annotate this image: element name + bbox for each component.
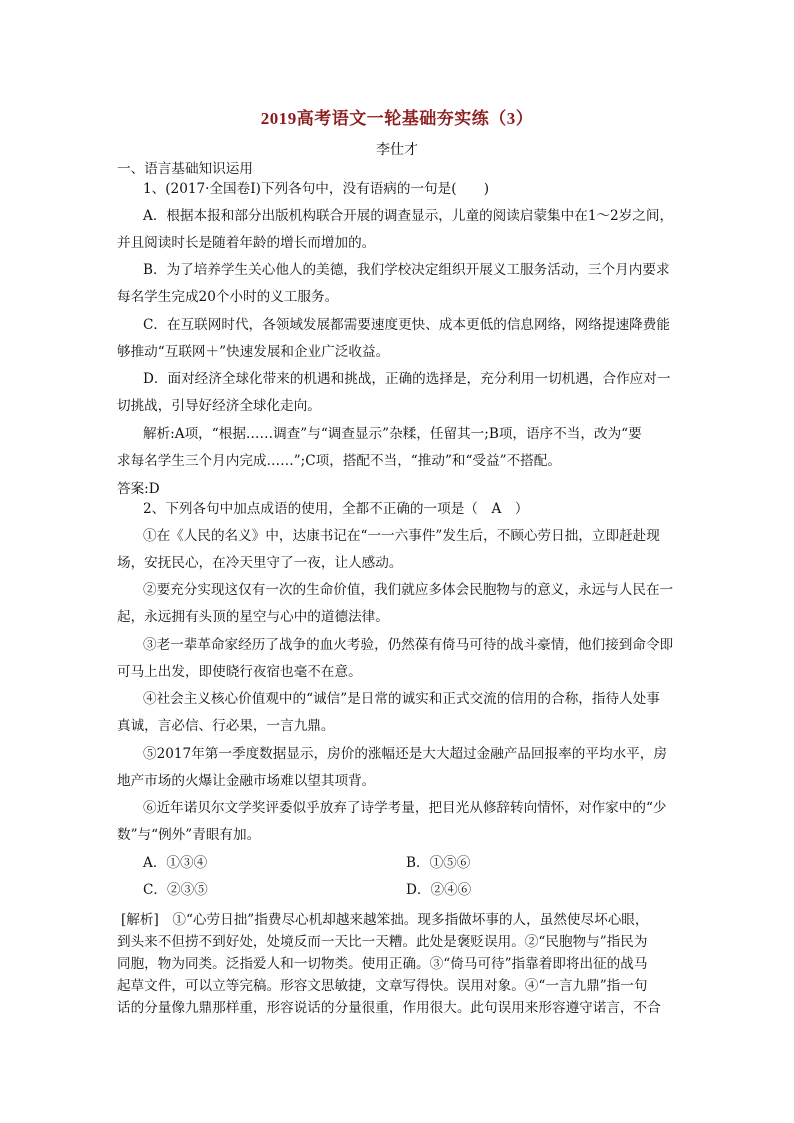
q2-sentence-4-cont: 真诚，言必信、行必果，一言九鼎。 [117, 718, 335, 734]
q2-analysis-cont-3: 起草文件，可以立等完稿。形容文思敏捷，文章写得快。误用对象。④“一言九鼎”指一句 [117, 978, 648, 994]
q1-option-b: B．为了培养学生关心他人的美德，我们学校决定组织开展义工服务活动，三个月内要求 [143, 262, 670, 278]
q1-answer: 答案:D [117, 481, 160, 497]
q2-sentence-1-cont: 场，安抚民心，在冷天里守了一夜，让人感动。 [117, 555, 403, 571]
q2-sentence-1: ①在《人民的名义》中，达康书记在“一一六事件”发生后，不顾心劳日拙，立即赶赴现 [143, 528, 660, 544]
question-2-stem: 2、下列各句中加点成语的使用，全都不正确的一项是（ A ） [143, 501, 529, 517]
q2-sentence-5-cont: 地产市场的火爆让金融市场难以望其项背。 [117, 773, 376, 789]
q2-option-c: C．②③⑤ [143, 882, 208, 898]
q2-analysis-cont-4: 话的分量像九鼎那样重，形容说话的分量很重，作用很大。此句误用来形容遵守诺言，不合 [117, 1000, 661, 1016]
q1-option-c: C．在互联网时代，各领域发展都需要速度更快、成本更低的信息网络，网络提速降费能 [143, 317, 670, 333]
q1-option-c-cont: 够推动“互联网＋”快速发展和企业广泛收益。 [117, 344, 390, 360]
q2-option-b: B．①⑤⑥ [406, 855, 471, 871]
q2-sentence-6: ⑥近年诺贝尔文学奖评委似乎放弃了诗学考量，把目光从修辞转向情怀，对作家中的“少 [143, 800, 667, 816]
q1-option-b-cont: 每名学生完成20个小时的义工服务。 [117, 289, 339, 305]
q2-analysis-cont-2: 同胞，物为同类。泛指爱人和一切物类。使用正确。③“倚马可待”指靠着即将出征的战马 [117, 956, 648, 972]
q2-sentence-2-cont: 起，永远拥有头顶的星空与心中的道德法律。 [117, 609, 389, 625]
q2-sentence-3-cont: 可马上出发，即使晓行夜宿也毫不在意。 [117, 664, 362, 680]
q2-option-d: D．②④⑥ [406, 882, 472, 898]
q1-explanation-cont: 求每名学生三个月内完成……”;C项，搭配不当，“推动”和“受益”不搭配。 [117, 453, 561, 469]
question-1-stem: 1、(2017·全国卷Ⅰ)下列各句中，没有语病的一句是( ) [143, 181, 490, 197]
q2-analysis: [解析] ①“心劳日拙”指费尽心机却越来越笨拙。现多指做坏事的人，虽然使尽坏心眼， [121, 912, 649, 928]
q1-option-d: D．面对经济全球化带来的机遇和挑战，正确的选择是，充分利用一切机遇，合作应对一 [143, 371, 671, 387]
q1-option-d-cont: 切挑战，引导好经济全球化走向。 [117, 398, 321, 414]
q2-analysis-cont-1: 到头来不但捞不到好处，处境反而一天比一天糟。此处是褒贬误用。②“民胞物与”指民为 [117, 934, 648, 950]
q2-option-a: A．①③④ [143, 855, 208, 871]
section-heading: 一、语言基础知识运用 [117, 161, 253, 177]
document-title: 2019高考语文一轮基础夯实练（3） [260, 109, 534, 128]
q1-option-a: A．根据本报和部分出版机构联合开展的调查显示，儿童的阅读启蒙集中在1～2岁之间， [143, 208, 674, 224]
author-name: 李仕才 [376, 142, 418, 158]
q1-option-a-cont: 并且阅读时长是随着年龄的增长而增加的。 [117, 235, 376, 251]
q2-sentence-6-cont: 数”与“例外”青眼有加。 [117, 827, 261, 843]
q2-sentence-3: ③老一辈革命家经历了战争的血火考验，仍然葆有倚马可待的战斗豪情，他们接到命令即 [143, 637, 674, 653]
q2-sentence-5: ⑤2017年第一季度数据显示，房价的涨幅还是大大超过金融产品回报率的平均水平，房 [143, 746, 667, 762]
q1-explanation: 解析:A项，“根据……调查”与“调查显示”杂糅，任留其一;B项，语序不当，改为“要 [143, 426, 642, 442]
q2-sentence-2: ②要充分实现这仅有一次的生命价值，我们就应多体会民胞物与的意义，永远与人民在一 [143, 582, 674, 598]
q2-sentence-4: ④社会主义核心价值观中的“诚信”是日常的诚实和正式交流的信用的合称，指待人处事 [143, 691, 660, 707]
